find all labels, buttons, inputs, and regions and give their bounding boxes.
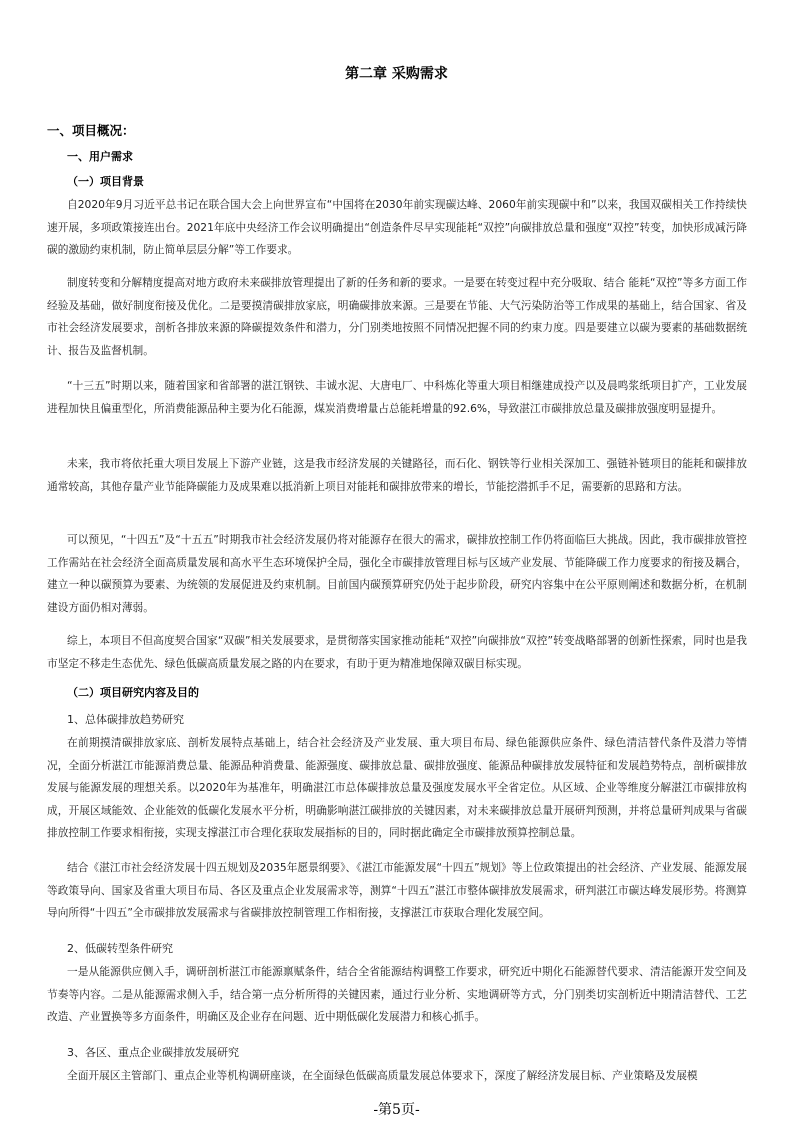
- project-background-heading: （一）项目背景: [67, 175, 144, 188]
- research-content-heading: （二）项目研究内容及目的: [67, 686, 199, 699]
- paragraph: “十三五”时期以来，随着国家和省部署的湛江钢铁、丰诚水泥、大唐电厂、中科炼化等重大项目相继建成投产以及晨鸣浆纸项目扩产，工业发展进程加快且偏重型化，所消费能源品种主要为化石能源，煤炭消费增量占总能耗增量的92.6%，导致湛江市碳排放总量及碳排放强度明显提升。: [47, 379, 747, 415]
- paragraph: 自2020年9月习近平总书记在联合国大会上向世界宣布“中国将在2030年前实现碳达峰、2060年前实现碳中和”以来，我国双碳相关工作持续快速开展，多项政策接连出台。2021年底中央经济工作会议明确提出“创造条件尽早实现能耗“双控”向碳排放总量和强度“双控”转变，加快形成减污降碳的激励约束机制，防止简单层层分解”等工作要求。: [47, 198, 747, 256]
- item-heading: 1、总体碳排放趋势研究: [67, 713, 184, 726]
- chapter-title: 第二章 采购需求: [345, 66, 448, 82]
- paragraph: 未来，我市将依托重大项目发展上下游产业链，这是我市经济发展的关键路径，而石化、钢铁等行业相关深加工、强链补链项目的能耗和碳排放通常较高，其他存量产业节能降碳能力及成果难以抵消新上项目对能耗和碳排放带来的增长，节能挖潜抓手不足，需要新的思路和方法。: [47, 457, 747, 493]
- subsection-heading: 一、用户需求: [67, 150, 133, 163]
- paragraph: 一是从能源供应侧入手，调研剖析湛江市能源禀赋条件，结合全省能源结构调整工作要求，研究近中期化石能源替代要求、清洁能源开发空间及节奏等内容。二是从能源需求侧入手，结合第一点分析所得的关键因素，通过行业分析、实地调研等方式，分门别类切实剖析近中期清洁替代、工艺改造、产业置换等多方面条件，明确区及企业存在问题、近中期低碳化发展潜力和核心抓手。: [47, 965, 747, 1023]
- paragraph: 全面开展区主管部门、重点企业等机构调研座谈，在全面绿色低碳高质量发展总体要求下，深度了解经济发展目标、产业策略及发展模: [67, 1069, 698, 1082]
- paragraph: 制度转变和分解精度提高对地方政府未来碳排放管理提出了新的任务和新的要求。一是要在转变过程中充分吸取、结合 能耗“双控”等多方面工作经验及基础，做好制度衔接及优化。二是要摸清碳排放家底，明确碳排放来源。三是要在节能、大气污染防治等工作成果的基础上，结合国家、省及市社会经济发展要求，剖析各排放来源的降碳提效条件和潜力，分门别类地按照不同情况把握不同的约束力度。四是要建立以碳为要素的基础数据统计、报告及监督机制。: [47, 276, 747, 357]
- paragraph: 可以预见，“十四五”及“十五五”时期我市社会经济发展仍将对能源存在很大的需求，碳排放控制工作仍将面临巨大挑战。因此，我市碳排放管控工作需站在社会经济全面高质量发展和高水平生态环境保护全局，强化全市碳排放管理目标与区域产业发展、节能降碳工作力度要求的衔接及耦合，建立一种以碳预算为要素、为统领的发展促进及约束机制。目前国内碳预算研究仍处于起步阶段，研究内容集中在公平原则阐述和数据分析，在机制建设方面仍相对薄弱。: [47, 533, 747, 614]
- item-heading: 3、各区、重点企业碳排放发展研究: [67, 1046, 239, 1059]
- section-heading: 一、项目概况：: [47, 123, 135, 138]
- page-number: -第5页-: [373, 1102, 420, 1118]
- item-heading: 2、低碳转型条件研究: [67, 942, 173, 955]
- paragraph: 综上，本项目不但高度契合国家“双碳”相关发展要求，是贯彻落实国家推动能耗“双控”向碳排放“双控”转变战略部署的创新性探索，同时也是我市坚定不移走生态优先、绿色低碳高质量发展之路的内在要求，有助于更为精准地保障双碳目标实现。: [47, 634, 747, 670]
- paragraph: 结合《湛江市社会经济发展十四五规划及2035年愿景纲要》、《湛江市能源发展“十四五”规划》等上位政策提出的社会经济、产业发展、能源发展等政策导向、国家及省重大项目布局、各区及重点企业发展需求等，测算“十四五”湛江市整体碳排放发展需求，研判湛江市碳达峰发展形势。将测算导向所得“十四五”全市碳排放发展需求与省碳排放控制管理工作相衔接，支撑湛江市获取合理化发展空间。: [47, 861, 747, 919]
- paragraph: 在前期摸清碳排放家底、剖析发展特点基础上，结合社会经济及产业发展、重大项目布局、绿色能源供应条件、绿色清洁替代条件及潜力等情况，全面分析湛江市能源消费总量、能源品种消费量、能源强度、碳排放总量、碳排放强度、能源品种碳排放发展特征和发展趋势特点，剖析碳排放发展与能源发展的理想关系。以2020年为基准年，明确湛江市总体碳排放总量及强度发展水平全省定位。从区域、企业等维度分解湛江市碳排放构成，开展区域能效、企业能效的低碳化发展水平分析，明确影响湛江碳排放的关键因素，对未来碳排放总量开展研判预测，并将总量研判成果与省碳排放控制工作要求相衔接，实现支撑湛江市合理化获取发展指标的目的，同时据此确定全市碳排放预算控制总量。: [47, 736, 747, 839]
